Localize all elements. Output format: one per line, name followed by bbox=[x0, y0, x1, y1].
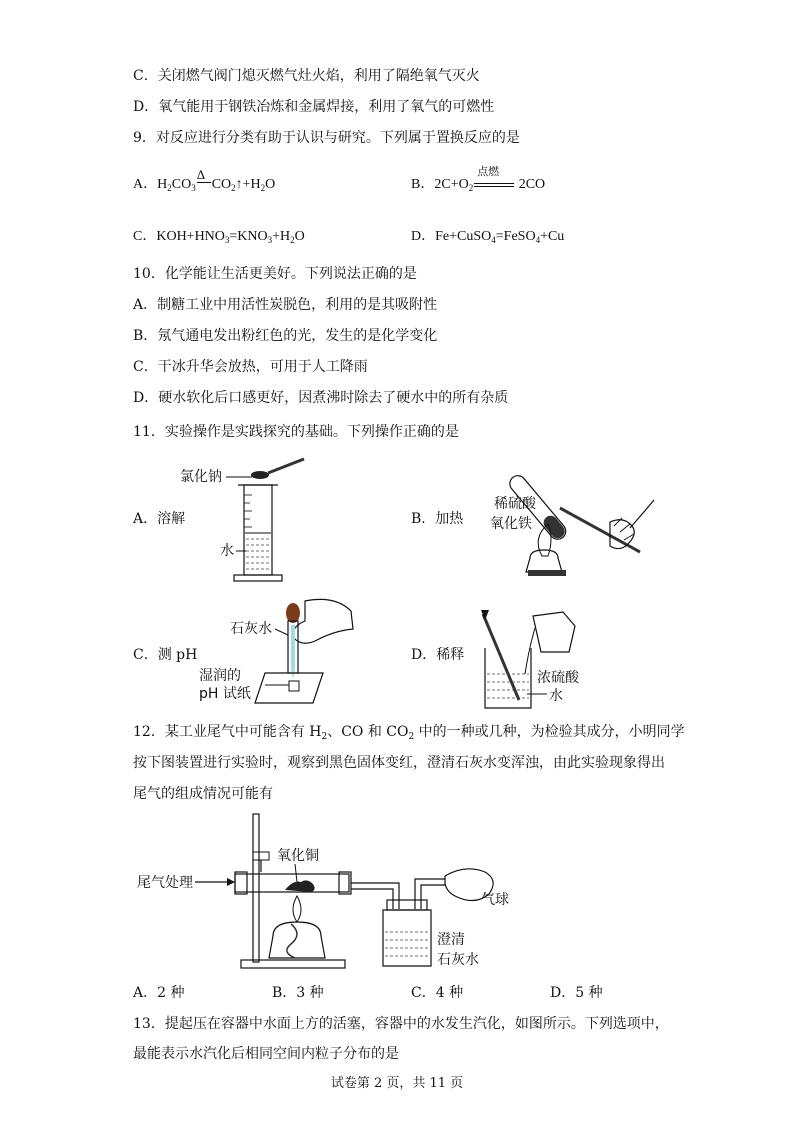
q13-stem-line-2: 最能表示水汽化后相同空间内粒子分布的是 bbox=[133, 1046, 399, 1062]
label-water: 水 bbox=[220, 543, 234, 559]
label-ph-paper: pH 试纸 bbox=[199, 686, 251, 702]
figure-b-heating bbox=[490, 452, 660, 582]
q8-option-c: C．关闭燃气阀门熄灭燃气灶火焰，利用了隔绝氧气灭火 bbox=[133, 68, 480, 84]
label-conc-sulfuric-acid: 浓硫酸 bbox=[537, 670, 579, 686]
label-water-d: 水 bbox=[549, 688, 563, 704]
q10-stem: 10．化学能让生活更美好。下列说法正确的是 bbox=[133, 266, 417, 282]
q10-option-d: D．硬水软化后口感更好，因煮沸时除去了硬水中的所有杂质 bbox=[133, 390, 509, 406]
q9-option-c: C．$KOH+HNO_3=KNO_3+H_2O$ bbox=[133, 229, 305, 245]
reaction-condition: 点燃 bbox=[477, 165, 500, 178]
q12-stem-line-3: 尾气的组成情况可能有 bbox=[133, 786, 273, 802]
q11-option-d: D．稀释 bbox=[411, 647, 465, 663]
label-limewater-q12: 石灰水 bbox=[437, 952, 479, 968]
q12-option-d: D．5 种 bbox=[550, 985, 603, 1001]
label-copper-oxide: 氧化铜 bbox=[277, 848, 319, 864]
label-tail-gas: 尾气处理 bbox=[137, 875, 193, 891]
q12-option-b: B．3 种 bbox=[272, 985, 324, 1001]
heat-symbol: Δ bbox=[196, 167, 206, 182]
q9-option-a: A．$H_2CO_3$ Δ $CO_2↑+H_2O$ bbox=[133, 167, 276, 193]
q13-stem-line-1: 13．提起压在容器中水面上方的活塞，容器中的水发生汽化，如图所示。下列选项中， bbox=[133, 1016, 669, 1032]
q9-option-b: B．$2C+O_2$ 点燃 2CO bbox=[411, 175, 545, 198]
q10-option-b: B．氖气通电发出粉红色的光，发生的是化学变化 bbox=[133, 328, 438, 344]
label-limewater: 石灰水 bbox=[230, 621, 272, 637]
q8-option-d: D．氧气能用于钢铁冶炼和金属焊接，利用了氧气的可燃性 bbox=[133, 99, 495, 115]
figure-a-dissolve bbox=[180, 455, 320, 585]
label-clear: 澄清 bbox=[437, 932, 465, 948]
q10-option-c: C．干冰升华会放热，可用于人工降雨 bbox=[133, 359, 368, 375]
page-footer: 试卷第 2 页，共 11 页 bbox=[330, 1076, 464, 1091]
q11-option-b: B．加热 bbox=[411, 511, 464, 527]
label-balloon: 气球 bbox=[481, 892, 509, 908]
figure-d-dilution bbox=[475, 608, 605, 718]
label-iron-oxide: 氧化铁 bbox=[490, 516, 532, 532]
q12-stem-line-1: 12．某工业尾气中可能含有 $H_2$、CO 和 $CO_2$ 中的一种或几种，为检验其成分，小明同学 bbox=[133, 724, 685, 742]
label-dilute-sulfuric-acid: 稀硫酸 bbox=[494, 496, 536, 512]
label-moist: 湿润的 bbox=[199, 668, 241, 684]
q11-stem: 11．实验操作是实践探究的基础。下列操作正确的是 bbox=[133, 424, 459, 440]
q11-option-a: A．溶解 bbox=[133, 511, 186, 527]
q10-option-a: A．制糖工业中用活性炭脱色，利用的是其吸附性 bbox=[133, 297, 438, 313]
q12-option-c: C．4 种 bbox=[411, 985, 464, 1001]
q12-stem-line-2: 按下图装置进行实验时，观察到黑色固体变红，澄清石灰水变浑浊，由此实验现象得出 bbox=[133, 755, 665, 771]
label-sodium-chloride: 氯化钠 bbox=[180, 469, 222, 485]
figure-q12-apparatus bbox=[135, 812, 515, 977]
q9-stem: 9．对反应进行分类有助于认识与研究。下列属于置换反应的是 bbox=[133, 130, 520, 146]
q12-option-a: A．2 种 bbox=[133, 985, 185, 1001]
q11-option-c: C．测 pH bbox=[133, 647, 198, 663]
gas-arrow: ↑ bbox=[235, 177, 243, 192]
q9-option-d: D．Fe+CuSO$_4$=FeSO$_4$+Cu bbox=[411, 229, 565, 245]
figure-c-ph-test bbox=[195, 595, 355, 715]
